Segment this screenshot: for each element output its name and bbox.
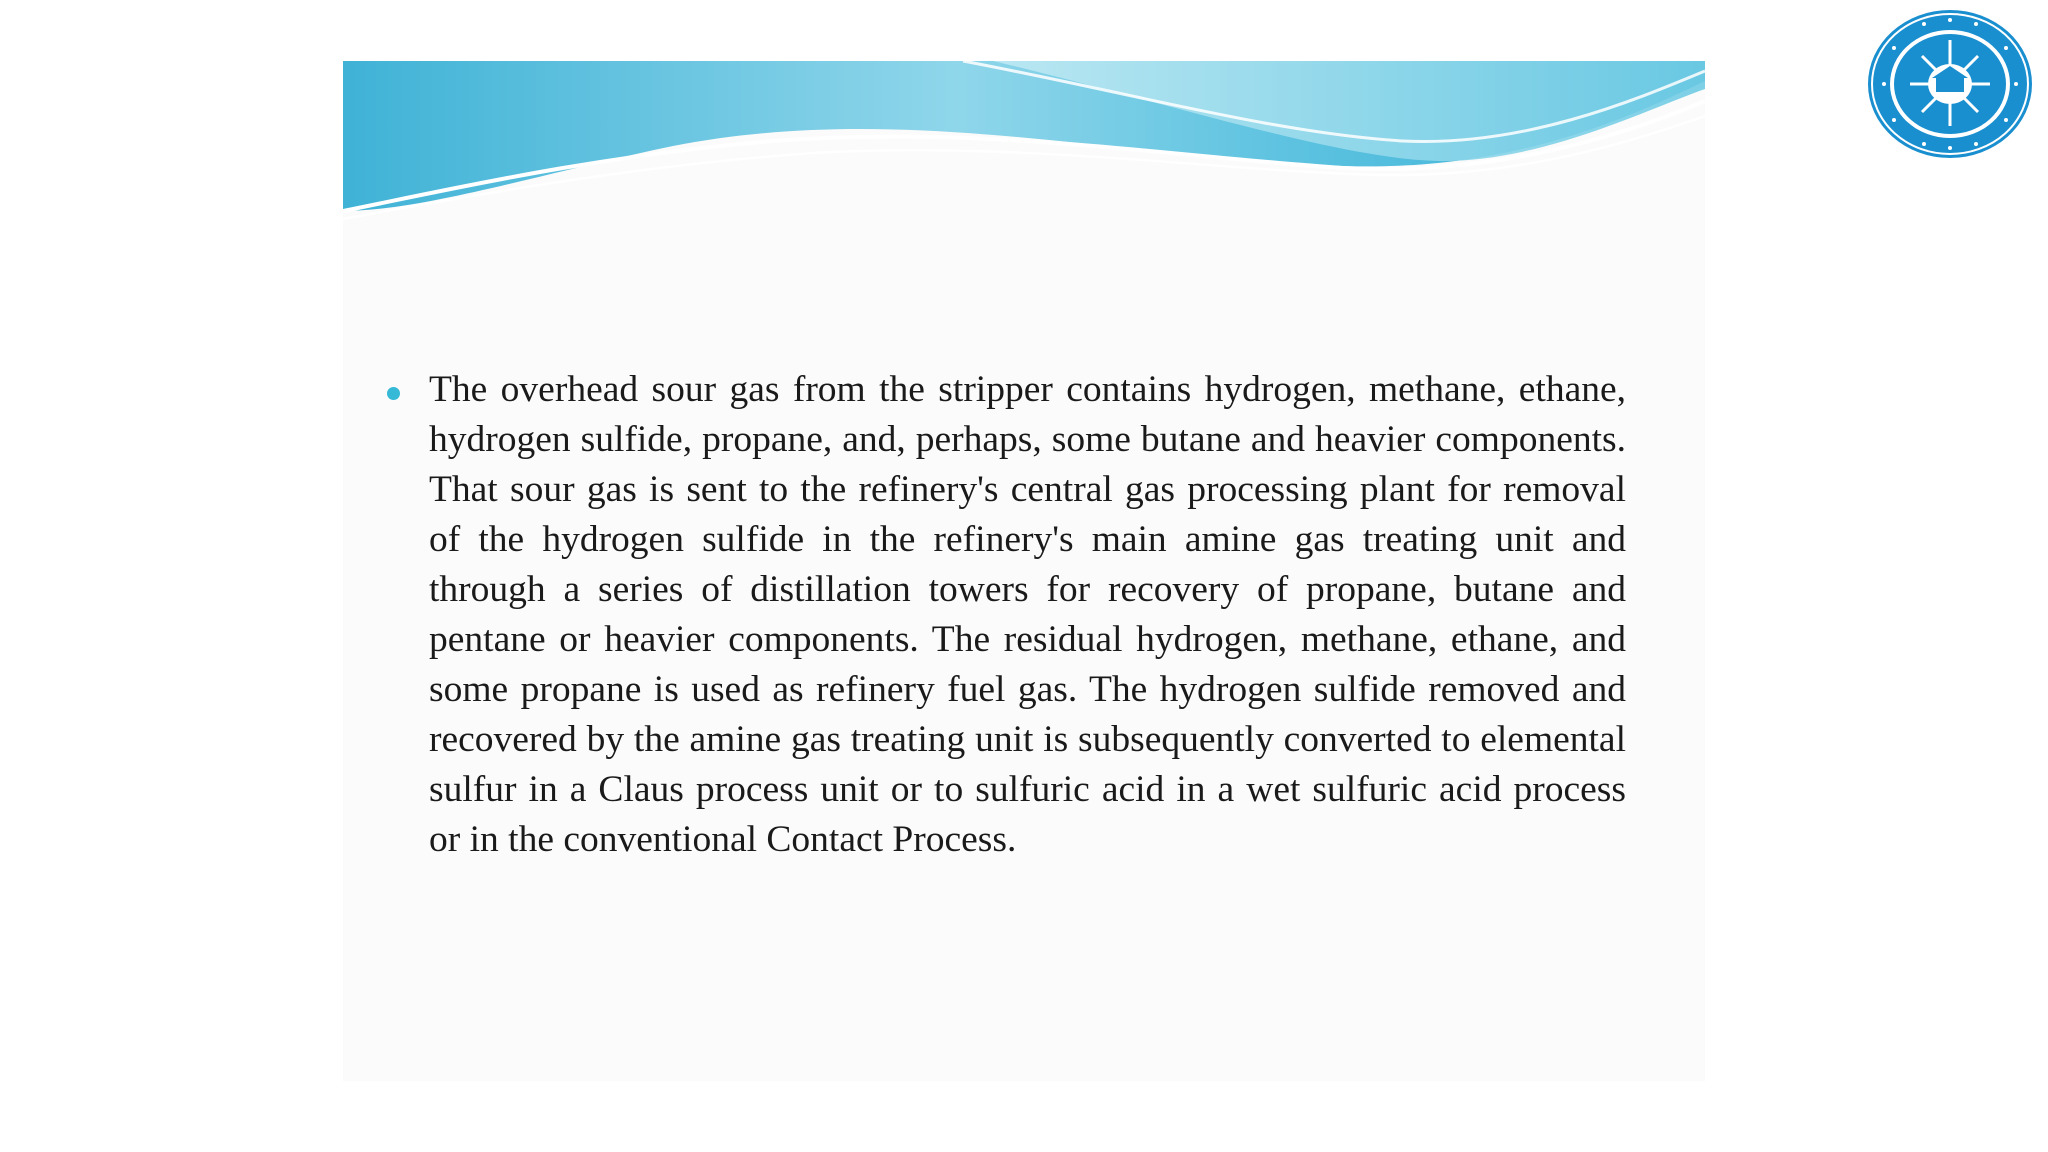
- bullet-item: [382, 365, 1626, 865]
- header-wave-decoration: [343, 61, 1705, 236]
- bullet-text: The overhead sour gas from the stripper contains hydrogen, methane, ethane, hydrogen sulfide, propane, and, perhaps, some butane and heavier components. That sour gas is sent to the refinery's central gas processing plant for removal of the hydrogen sulfide in the refinery's main amine gas treating unit and through a series of distillation towers for recovery of propane, butane and pentane or heavier components. The residual hydrogen, methane, ethane, and some propane is used as refinery fuel gas. The hydrogen sulfide removed and recovered by the amine gas treating unit is subsequently converted to elemental sulfur in a Claus process unit or to sulfuric acid in a wet sulfuric acid process or in the conventional Contact Process.: [429, 369, 1626, 860]
- bullet-dot-icon: [387, 387, 400, 400]
- slide-content: [382, 365, 1626, 865]
- university-logo: [1866, 8, 2034, 160]
